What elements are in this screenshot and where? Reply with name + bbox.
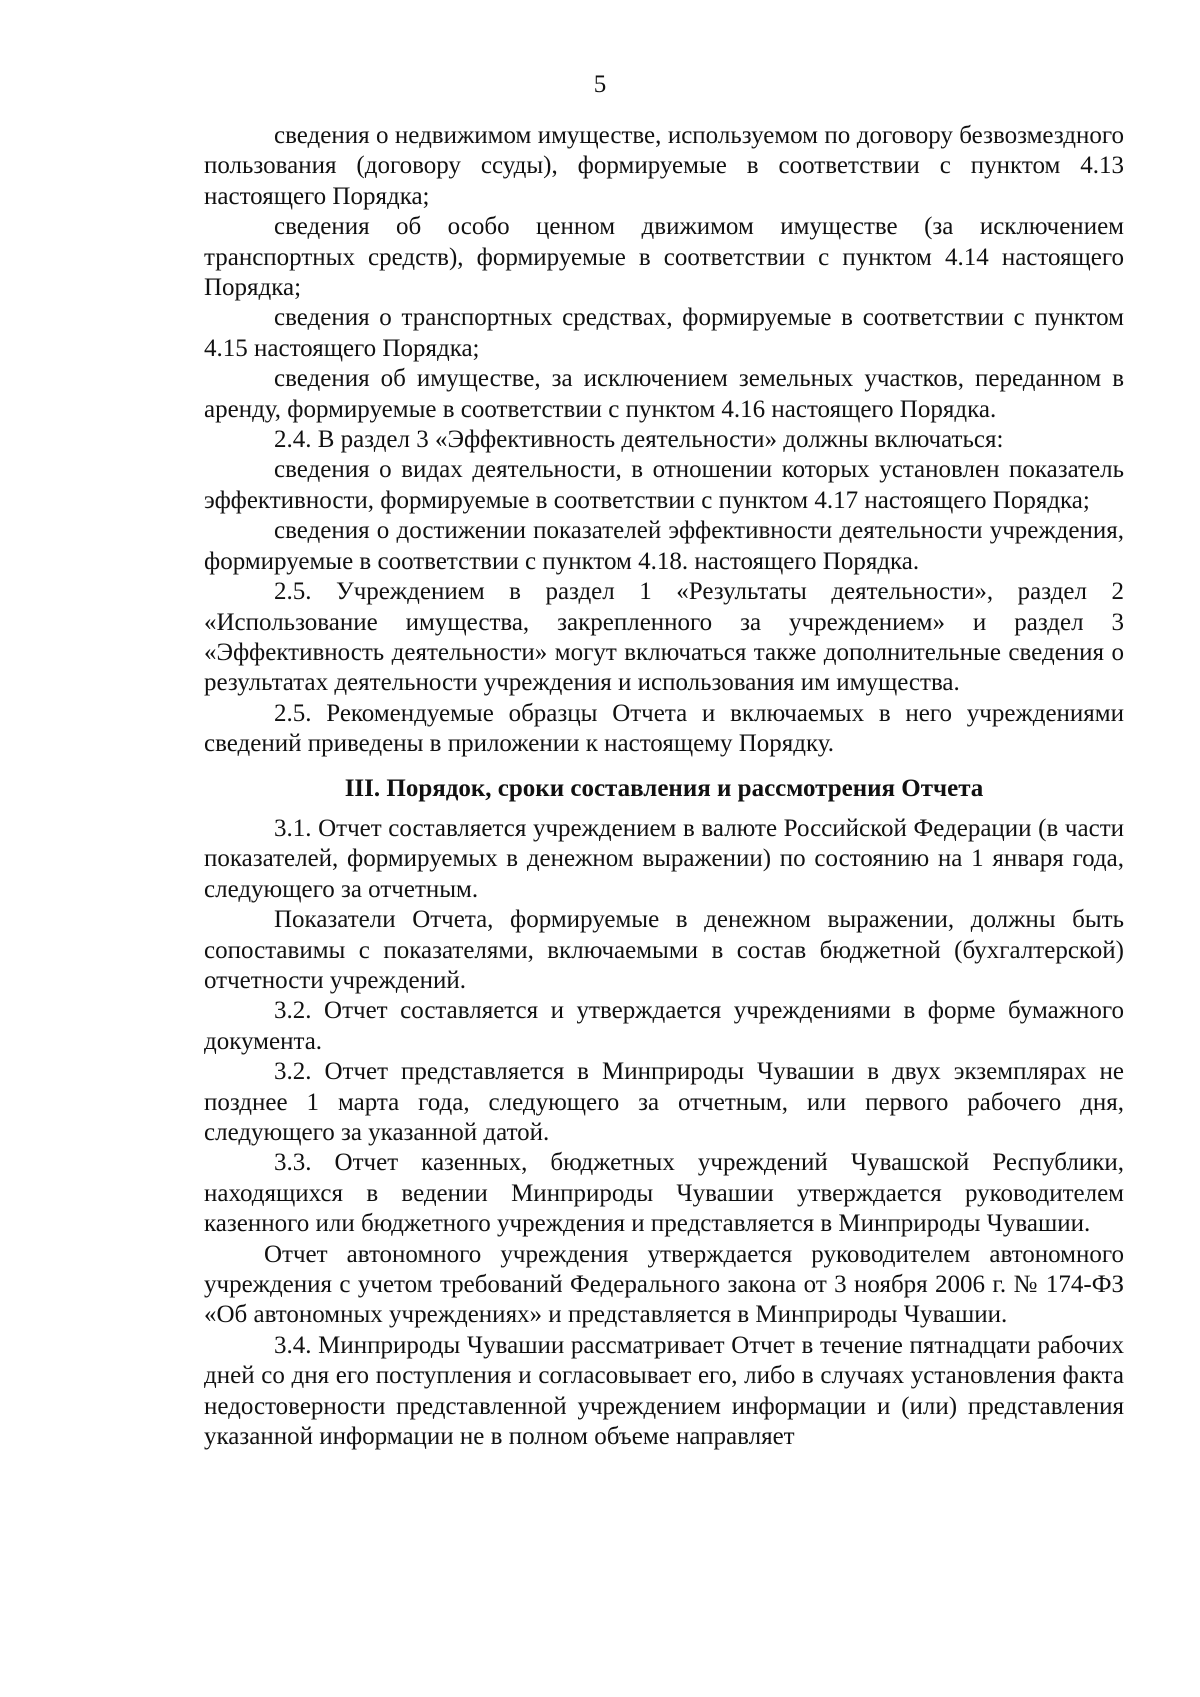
- paragraph-2-5-additional: 2.5. Учреждением в раздел 1 «Результаты деятельности», раздел 2 «Использование имущества, закрепленного за учреждением» и раздел 3 «Эффективность деятельности» могут включаться также дополнительные сведения о результатах деятельности учреждения и использования им имущества.: [204, 578, 1124, 697]
- paragraph-3-1: 3.1. Отчет составляется учреждением в валюте Российской Федерации (в части показателей, формируемых в денежном выражении) по состоянию на 1 января года, следующего за отчетным.: [204, 814, 1124, 903]
- paragraph-efficiency-achievement: сведения о достижении показателей эффективности деятельности учреждения, формируемые в соответствии с пунктом 4.18. настоящего Порядка.: [204, 517, 1124, 575]
- paragraph-2-5-samples: 2.5. Рекомендуемые образцы Отчета и включаемых в него учреждениями сведений приведены в приложении к настоящему Порядку.: [204, 699, 1124, 758]
- paragraph-indicators: Показатели Отчета, формируемые в денежном выражении, должны быть сопоставимы с показателями, включаемыми в состав бюджетной (бухгалтерской) отчетности учреждений.: [204, 906, 1124, 994]
- paragraph-3-4: 3.4. Минприроды Чувашии рассматривает Отчет в течение пятнадцати рабочих дней со дня его поступления и согласовывает его, либо в случаях установления факта недостоверности представленной учреждением информации и (или) представления указанной информации не в полном объеме направляет: [204, 1331, 1124, 1451]
- paragraph-vehicles: сведения о транспортных средствах, формируемые в соответствии с пунктом 4.15 настоящего Порядка;: [204, 304, 1124, 362]
- page-number: 5: [593, 71, 607, 98]
- paragraph-3-2-form: 3.2. Отчет составляется и утверждается учреждениями в форме бумажного документа.: [204, 997, 1124, 1055]
- document-body: [204, 121, 1124, 1452]
- paragraph-3-2-submission: 3.2. Отчет представляется в Минприроды Чувашии в двух экземплярах не позднее 1 марта года, следующего за отчетным, или первого рабочего дня, следующего за указанной датой.: [204, 1058, 1124, 1146]
- section-heading: III. Порядок, сроки составления и рассмотрения Отчета: [344, 774, 984, 802]
- paragraph-autonomous: Отчет автономного учреждения утверждается руководителем автономного учреждения с учетом требований Федерального закона от 3 ноября 2006 г. № 174-ФЗ «Об автономных учреждениях» и представляется в Минприроды Чувашии.: [204, 1240, 1124, 1329]
- paragraph-leased-property: сведения об имуществе, за исключением земельных участков, переданном в аренду, формируемые в соответствии с пунктом 4.16 настоящего Порядка.: [204, 365, 1124, 423]
- paragraph-property-free-use: сведения о недвижимом имуществе, используемом по договору безвозмездного пользования (договору ссуды), формируемые в соответствии с пунктом 4.13 настоящего Порядка;: [204, 122, 1124, 210]
- paragraph-2-4: 2.4. В раздел 3 «Эффективность деятельности» должны включаться:: [274, 426, 1004, 454]
- paragraph-3-3: 3.3. Отчет казенных, бюджетных учреждений Чувашской Республики, находящихся в ведении Минприроды Чувашии утверждается руководителем казенного или бюджетного учреждения и представляется в Минприроды Чувашии.: [204, 1149, 1124, 1238]
- paragraph-activity-types: сведения о видах деятельности, в отношении которых установлен показатель эффективности, формируемые в соответствии с пунктом 4.17 настоящего Порядка;: [204, 456, 1124, 514]
- paragraph-valuable-movable-property: сведения об особо ценном движимом имуществе (за исключением транспортных средств), формируемые в соответствии с пунктом 4.14 настоящего Порядка;: [204, 213, 1124, 302]
